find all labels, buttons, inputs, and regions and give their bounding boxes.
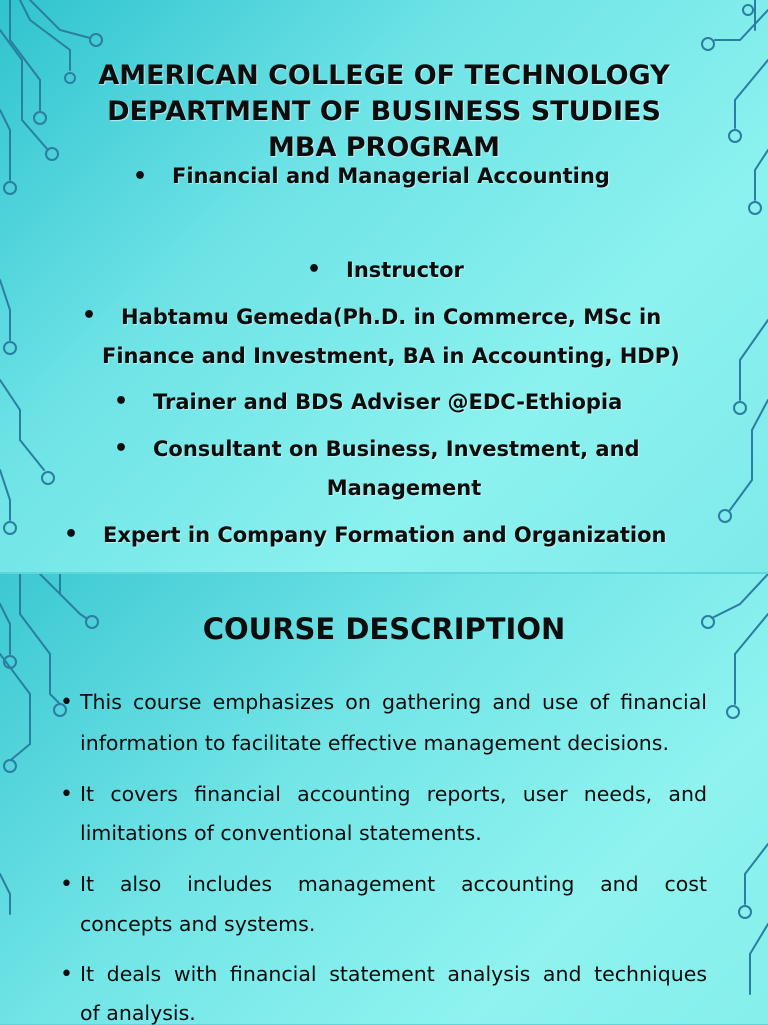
bullet-dot: •: [60, 690, 73, 715]
title-line-department: DEPARTMENT OF BUSINESS STUDIES: [107, 96, 661, 127]
course-description-title: COURSE DESCRIPTION: [202, 612, 566, 646]
title-line-college: AMERICAN COLLEGE OF TECHNOLOGY: [98, 60, 670, 91]
bullet-dot: •: [114, 389, 129, 414]
description-bullet-2-cont: limitations of conventional statements.: [80, 821, 482, 845]
bullet-dot: •: [60, 872, 73, 897]
bullet-dot: •: [307, 257, 322, 282]
description-bullet-1-cont: information to facilitate effective management decisions.: [80, 731, 669, 755]
bullet-dot: •: [64, 522, 79, 547]
bullet-dot: •: [60, 782, 73, 807]
bullet-consultant-cont: Management: [326, 476, 482, 500]
bullet-trainer: Trainer and BDS Adviser @EDC-Ethiopia: [153, 390, 623, 414]
description-bullet-3-cont: concepts and systems.: [80, 912, 316, 936]
bullet-course-name: Financial and Managerial Accounting: [172, 164, 610, 188]
description-bullet-4: It deals with financial statement analysis and techniques: [80, 962, 707, 986]
description-bullet-4-cont: of analysis.: [80, 1001, 196, 1025]
description-bullet-3: It also includes management accounting and cost: [80, 872, 707, 896]
bullet-dot: •: [82, 303, 97, 328]
bullet-instructor: Instructor: [346, 258, 464, 282]
bullet-instructor-name-cont: Finance and Investment, BA in Accounting, HDP): [102, 344, 680, 368]
slide-title: [0, 58, 768, 166]
bullet-instructor-name: Habtamu Gemeda(Ph.D. in Commerce, MSc in: [121, 305, 662, 329]
title-line-program: MBA PROGRAM: [268, 132, 500, 163]
bullet-dot: •: [60, 962, 73, 987]
bullet-dot: •: [114, 436, 129, 461]
description-bullet-2: It covers financial accounting reports, user needs, and: [80, 782, 707, 806]
bullet-dot: •: [133, 164, 148, 189]
bullet-consultant: Consultant on Business, Investment, and: [153, 437, 640, 461]
bullet-expert: Expert in Company Formation and Organization: [103, 523, 667, 547]
description-bullet-1: This course emphasizes on gathering and use of financial: [80, 690, 707, 714]
